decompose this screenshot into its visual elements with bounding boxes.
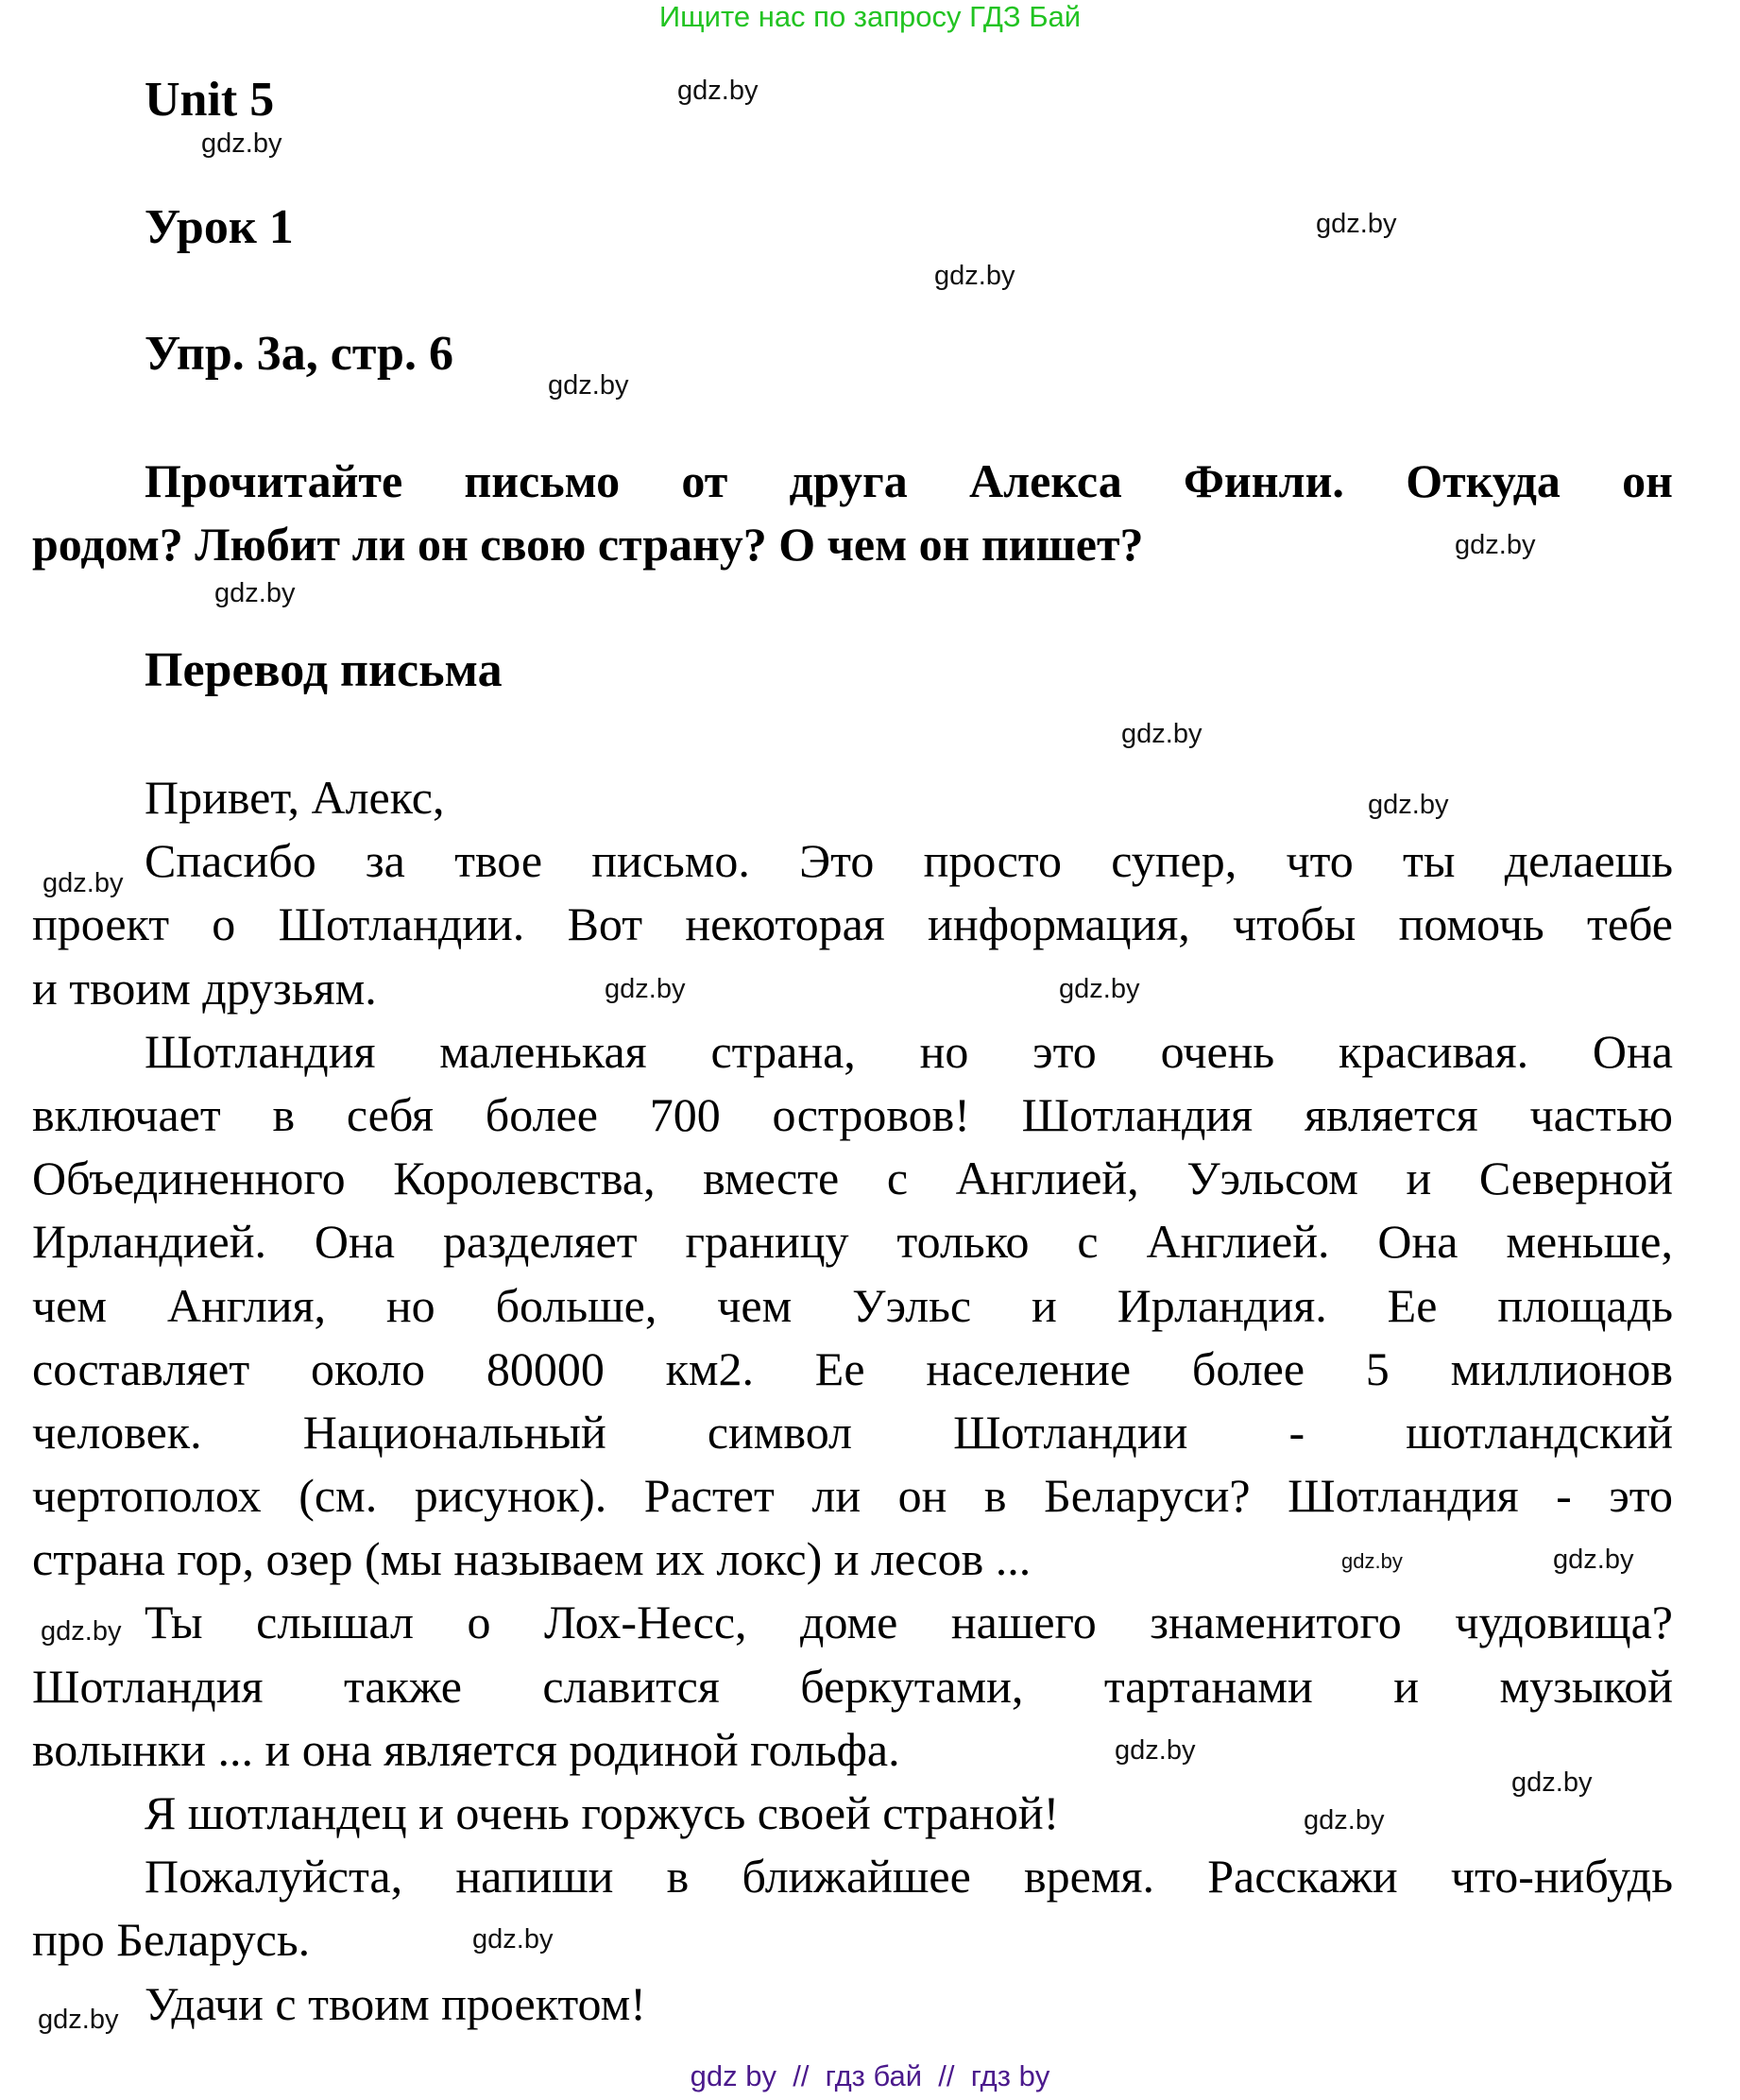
exercise-heading: Упр. 3а, стр. 6 [145, 327, 453, 381]
letter-line: Я шотландец и очень горжусь своей страной! [145, 1786, 1060, 1839]
letter-line: чем Англия, но больше, чем Уэльс и Ирландия. Ее площадь [32, 1278, 1673, 1332]
letter-line: Пожалуйста, напиши в ближайшее время. Расскажи что-нибудь [145, 1850, 1673, 1904]
letter-text [32, 766, 1673, 2036]
watermark: gdz.by [1368, 790, 1449, 820]
letter-line: составляет около 80000 км2. Ее население более 5 миллионов [32, 1341, 1673, 1395]
watermark: gdz.by [1341, 1549, 1403, 1573]
letter-line: Объединенного Королевства, вместе с Англией, Уэльсом и Северной [32, 1152, 1673, 1205]
letter-line: Ирландией. Она разделяет границу только с Англией. Она меньше, [32, 1215, 1673, 1269]
letter-line: человек. Национальный символ Шотландии - шотландский [32, 1405, 1673, 1459]
letter-line: Шотландия также славится беркутами, тартанами и музыкой [32, 1659, 1673, 1713]
letter-line: волынки ... и она является родиной гольфа. [32, 1722, 900, 1776]
watermark: gdz.by [41, 1616, 122, 1647]
watermark: gdz.by [1553, 1545, 1634, 1575]
watermark: gdz.by [934, 261, 1015, 291]
watermark: gdz.by [43, 868, 124, 898]
watermark: gdz.by [1121, 719, 1203, 749]
watermark: gdz.by [38, 2005, 119, 2035]
watermark: gdz.by [677, 76, 759, 106]
footer-links[interactable]: gdz by // гдз бай // гдз by [690, 2059, 1050, 2092]
watermark: gdz.by [1455, 530, 1536, 560]
watermark: gdz.by [1511, 1767, 1593, 1798]
watermark: gdz.by [1316, 209, 1397, 239]
lesson-heading: Урок 1 [145, 200, 294, 254]
search-banner: Ищите нас по запросу ГДЗ Бай [658, 0, 1082, 33]
letter-line: включает в себя более 700 островов! Шотландия является частью [32, 1087, 1673, 1141]
letter-line: проект о Шотландии. Вот некоторая информация, чтобы помочь тебе [32, 897, 1673, 951]
letter-line: Удачи с твоим проектом! [145, 1976, 646, 2030]
translation-heading: Перевод письма [145, 643, 503, 697]
watermark: gdz.by [472, 1924, 554, 1955]
watermark: gdz.by [1115, 1735, 1196, 1766]
watermark: gdz.by [201, 128, 282, 159]
watermark: gdz.by [1304, 1805, 1385, 1835]
letter-line: Спасибо за твое письмо. Это просто супер, что ты делаешь [145, 834, 1673, 888]
letter-line: Шотландия маленькая страна, но это очень красивая. Она [145, 1024, 1673, 1078]
letter-line: Ты слышал о Лох-Несс, доме нашего знаменитого чудовища? [145, 1596, 1673, 1649]
watermark: gdz.by [214, 578, 296, 608]
watermark: gdz.by [548, 370, 629, 401]
letter-line: про Беларусь. [32, 1913, 311, 1967]
task-line: родом? Любит ли он свою страну? О чем он пишет? [32, 518, 1144, 571]
watermark: gdz.by [605, 974, 686, 1004]
unit-heading: Unit 5 [145, 73, 275, 127]
letter-line: Привет, Алекс, [145, 771, 445, 824]
letter-line: чертополох (см. рисунок). Растет ли он в Беларуси? Шотландия - это [32, 1469, 1673, 1523]
letter-line: и твоим друзьям. [32, 961, 377, 1015]
watermark: gdz.by [1059, 974, 1140, 1004]
task-line: Прочитайте письмо от друга Алекса Финли. Откуда он [145, 454, 1673, 507]
letter-line: страна гор, озер (мы называем их локс) и лесов ... [32, 1532, 1032, 1586]
